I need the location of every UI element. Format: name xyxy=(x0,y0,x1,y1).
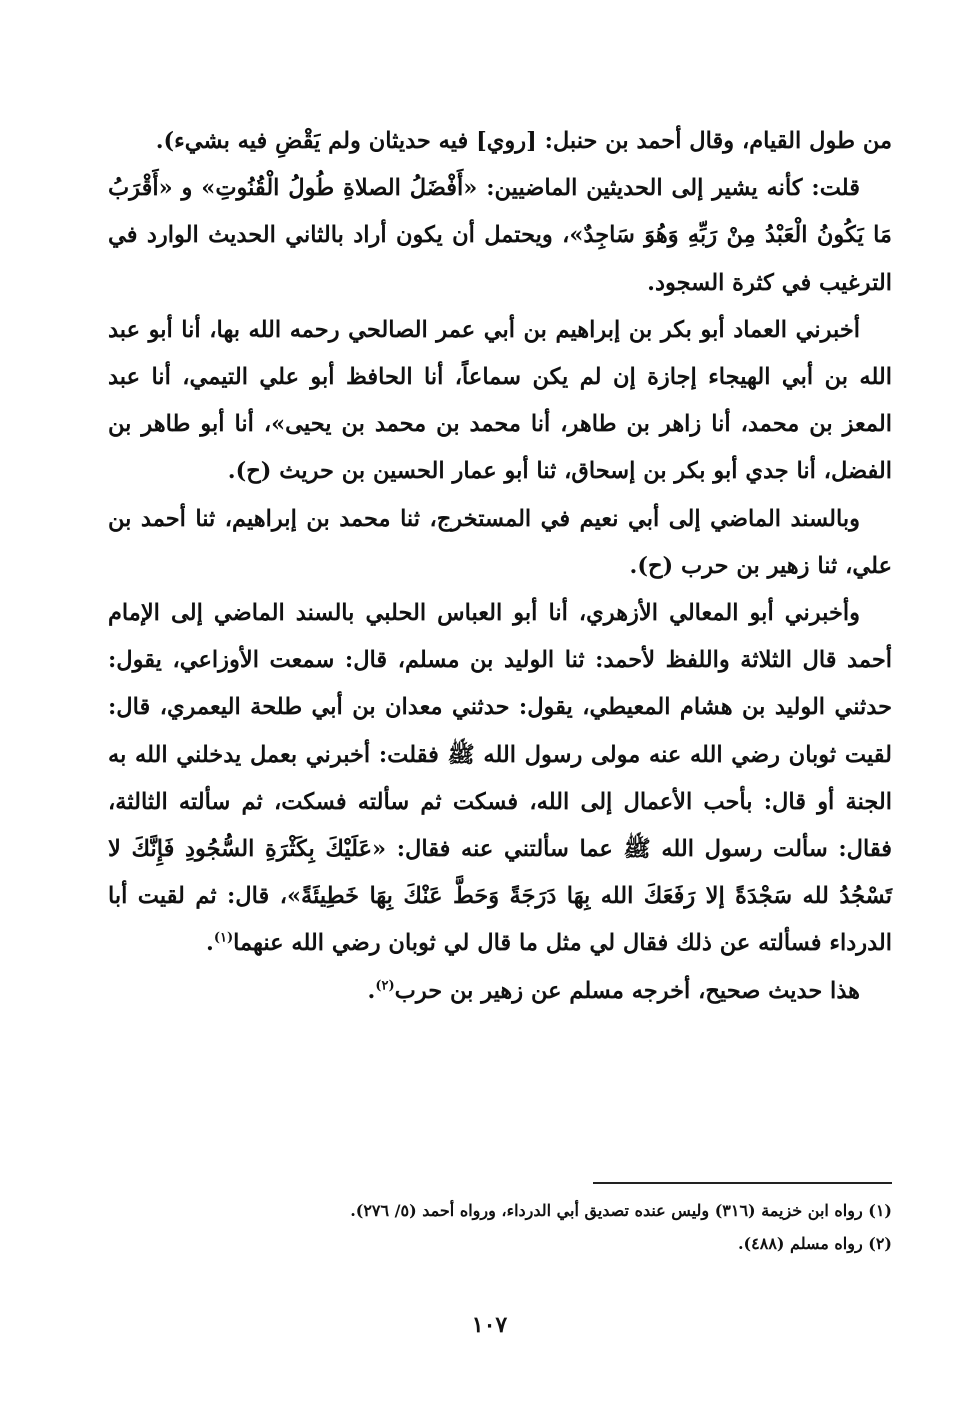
paragraph-text: قلت: كأنه يشير إلى الحديثين الماضيين: «أَفْضَلُ الصلاةِ طُولُ الْقُنُوتِ» و «أَقْرَبُ مَا يَكُونُ الْعَبْدُ مِنْ رَبِّهِ وَهُوَ سَاجِدٌ»، ويحتمل أن يكون أراد بالثاني الحديث الوارد في الترغيب في كثرة السجود. xyxy=(108,175,892,296)
paragraph xyxy=(108,307,892,496)
paragraph-text: هذا حديث صحيح، أخرجه مسلم عن زهير بن حرب xyxy=(394,977,860,1004)
paragraph xyxy=(108,968,892,1015)
paragraph-text: من طول القيام، وقال أحمد بن حنبل: [روي] فيه حديثان ولم يَقْضِ فيه بشيء). xyxy=(155,128,892,154)
paragraph xyxy=(108,590,892,968)
paragraph-text: أخبرني العماد أبو بكر بن إبراهيم بن أبي عمر الصالحي رحمه الله بها، أنا أبو عبد الله بن أبي الهيجاء إجازة إن لم يكن سماعاً، أنا الحافظ أبو علي التيمي، أنا عبد المعز بن محمد، أنا زاهر بن طاهر، أنا محمد بن محمد بن يحيى»، أنا أبو طاهر بن الفضل، أنا جدي أبو بكر بن إسحاق، ثنا أبو عمار الحسين بن حريث (ح). xyxy=(108,316,892,485)
paragraph-text: وبالسند الماضي إلى أبي نعيم في المستخرج، ثنا محمد بن إبراهيم، ثنا أحمد بن علي، ثنا زهير بن حرب (ح). xyxy=(108,505,892,579)
paragraph xyxy=(108,165,892,307)
footnote-divider xyxy=(593,1182,892,1184)
paragraph xyxy=(108,496,892,590)
footnote-ref: (١) xyxy=(213,930,234,946)
paragraph-end: . xyxy=(367,977,376,1004)
footnote-ref: (٢) xyxy=(375,978,395,994)
footnotes xyxy=(108,1194,892,1260)
footnote: (١) رواه ابن خزيمة (٣١٦) وليس عنده تصديق أبي الدرداء، ورواه أحمد (٥/ ٢٧٦). xyxy=(350,1201,892,1220)
paragraph-text: وأخبرني أبو المعالي الأزهري، أنا أبو العباس الحلبي بالسند الماضي إلى الإمام أحمد قال الثلاثة واللفظ لأحمد: ثنا الوليد بن مسلم، قال: سمعت الأوزاعي، يقول: حدثني الوليد بن هشام المعيطي، يقول: حدثني معدان بن أبي طلحة اليعمري، قال: لقيت ثوبان رضي الله عنه مولى رسول الله ﷺ فقلت: أخبرني بعمل يدخلني الله به الجنة أو قال: بأحب الأعمال إلى الله، فسكت ثم سألته فسكت، ثم سألته الثالثة، فقال: سألت رسول الله ﷺ عما سألتني عنه فقال: «عَلَيْكَ بِكَثْرَةِ السُّجُودِ فَإِنَّكَ لا تَسْجُدُ لله سَجْدَةً إلا رَفَعَكَ الله بِهَا دَرَجَةً وَحَطَّ عَنْكَ بِهَا خَطِيئَةً»، قال: ثم لقيت أبا الدرداء فسألته عن ذلك فقال لي مثل ما قال لي ثوبان رضي الله عنهما xyxy=(108,600,892,957)
page-number: ١٠٧ xyxy=(471,1312,508,1338)
paragraph xyxy=(108,118,892,165)
main-text xyxy=(108,118,892,1015)
footnote: (٢) رواه مسلم (٤٨٨). xyxy=(737,1234,892,1253)
paragraph-end: . xyxy=(205,930,214,957)
